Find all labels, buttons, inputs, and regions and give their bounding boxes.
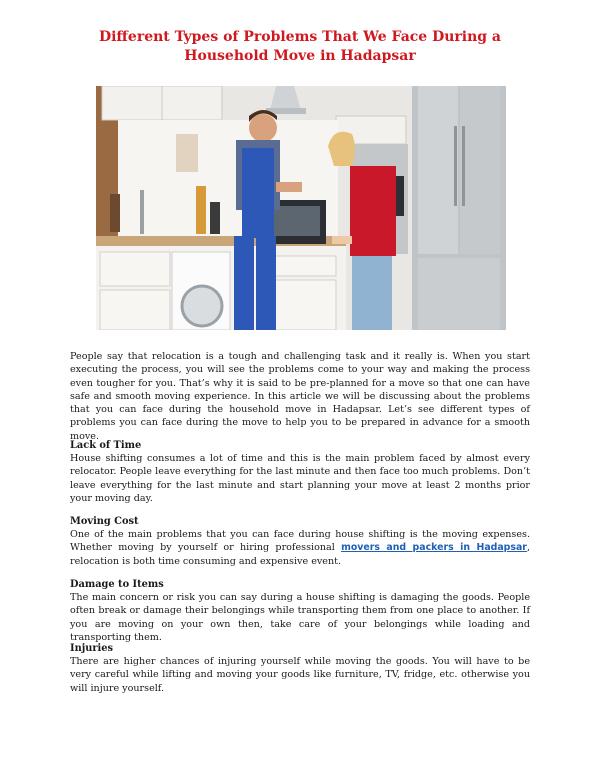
section-paragraph: House shifting consumes a lot of time and this is the main problem faced by almost every relocator. People leave everything for the last minute and then face too much problems. Don’t leave everything for the last minute and start planning your move at least 2 months prior your moving day. [70, 453, 530, 504]
section-damage-to-items [70, 578, 530, 644]
section-paragraph: The main concern or risk you can say during a house shifting is damaging the goods. People often break or damage their belongings while transporting them from one place to another. If you are moving on your own then, take care of your belongings while loading and transporting them. [70, 592, 530, 643]
movers-packers-link[interactable]: movers and packers in Hadapsar [341, 542, 527, 554]
section-injuries [70, 642, 530, 695]
section-heading: Injuries [70, 643, 114, 654]
intro-paragraph: People say that relocation is a tough and challenging task and it really is. When you start executing the process, you will see the problems come to your way and making the process even tougher for you. That’s why it is said to be pre-planned for a move so that one can have safe and smooth moving experience. In this article we will be discussing about the problems that you can face during the household move in Hadapsar. Let’s see different types of problems you can face during the move to help you to be prepared in advance for a smooth move. [70, 351, 530, 442]
paragraph-text-after-link: , relocation is both time consuming and expensive event. [70, 542, 530, 567]
section-heading: Damage to Items [70, 579, 164, 590]
section-moving-cost [70, 515, 530, 568]
section-paragraph [70, 528, 530, 568]
intro-block [70, 350, 530, 443]
section-paragraph: There are higher chances of injuring yourself while moving the goods. You will have to be very careful while lifting and moving your goods like furniture, TV, fridge, etc. otherwise you will injure yourself. [70, 656, 530, 694]
section-heading: Lack of Time [70, 440, 142, 451]
paragraph-text-before-link: One of the main problems that you can face during house shifting is the moving expenses. Whether moving by yourself or hiring professional [70, 529, 530, 554]
section-lack-of-time [70, 439, 530, 505]
kitchen-photo [96, 86, 506, 330]
page-title: Different Types of Problems That We Face During a Household Move in Hadapsar [98, 29, 502, 64]
section-heading: Moving Cost [70, 516, 139, 527]
